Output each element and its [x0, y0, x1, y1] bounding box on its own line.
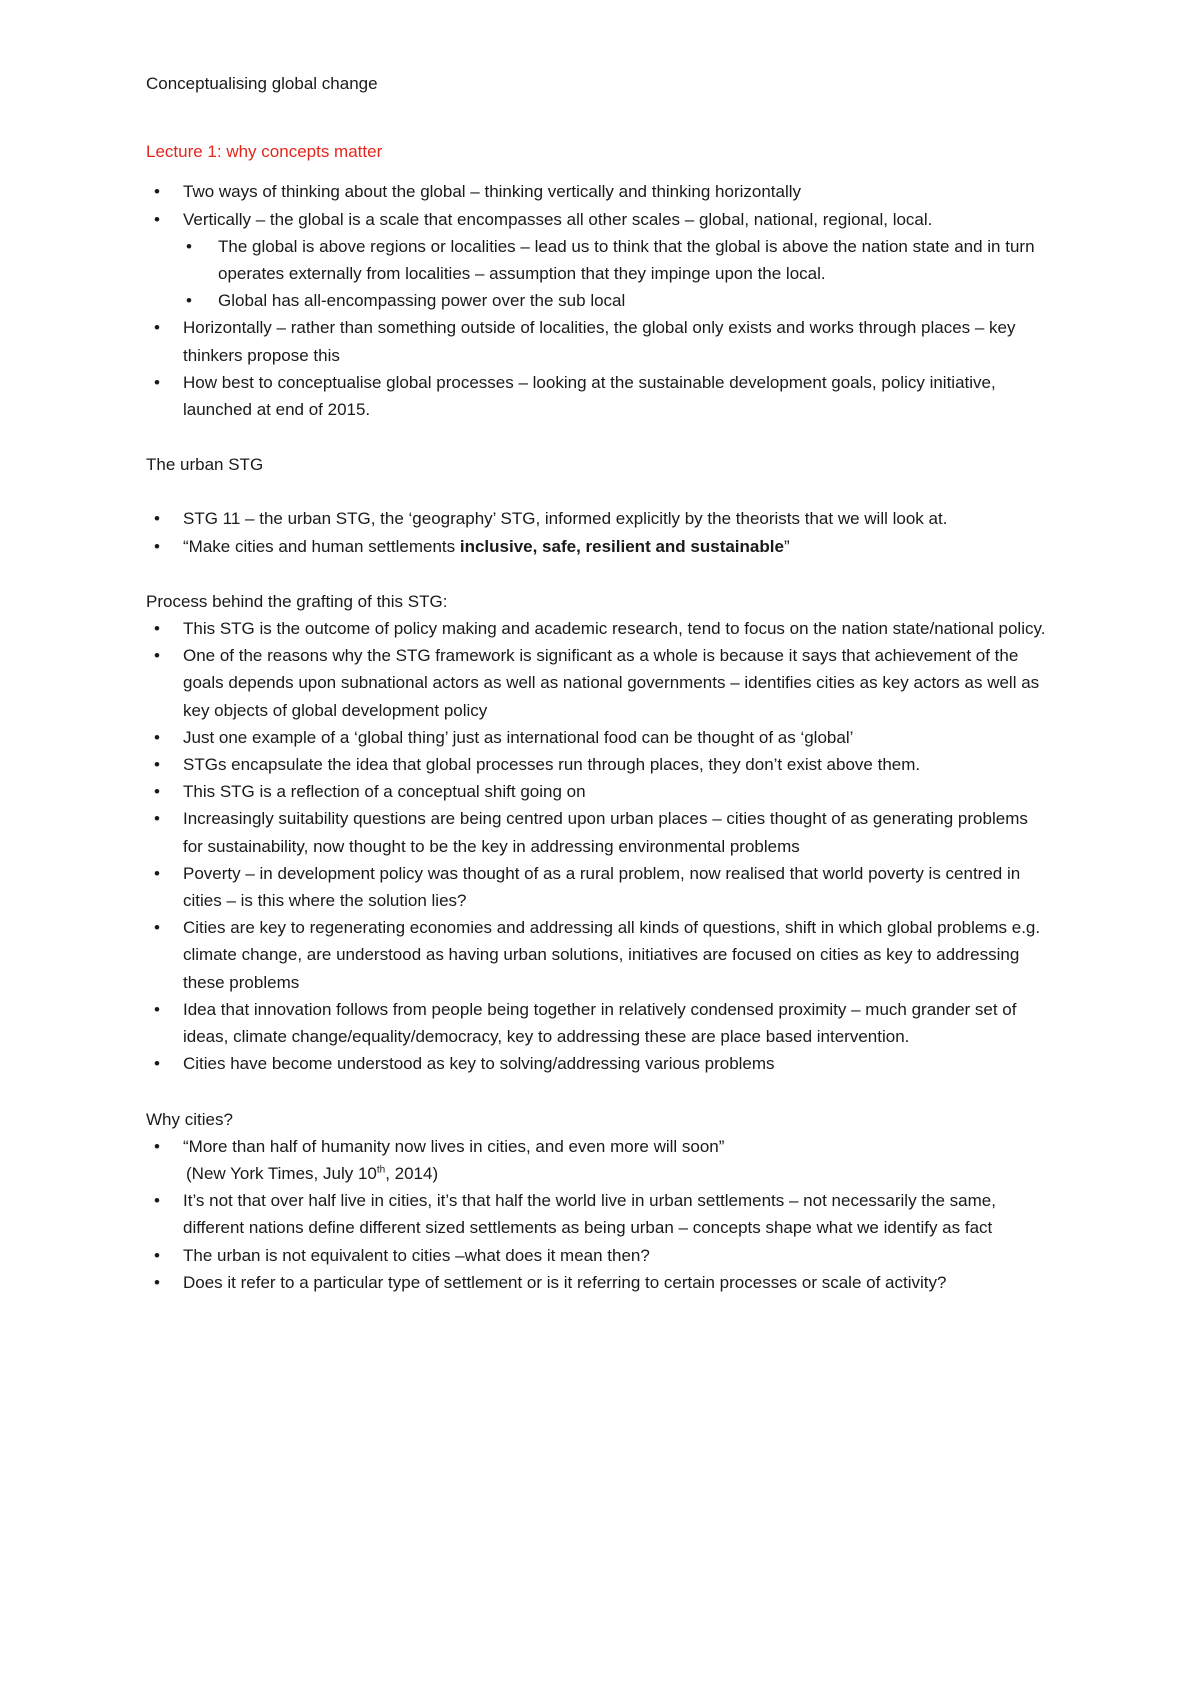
list-item: • Increasingly suitability questions are being centred upon urban places – cities thought of as generating problems for sustainability, now thought to be the key in addressing environmental problems [146, 805, 1050, 859]
list-item: • Horizontally – rather than something outside of localities, the global only exists and works through places – key thinkers propose this [146, 314, 1050, 368]
list-item: • Just one example of a ‘global thing’ just as international food can be thought of as ‘global’ [146, 724, 1050, 751]
list-item: • Cities are key to regenerating economies and addressing all kinds of questions, shift in which global problems e.g. climate change, are understood as having urban solutions, initiatives are focused on cities as key to addressing these problems [146, 914, 1050, 996]
lecture-heading: Lecture 1: why concepts matter [146, 142, 383, 162]
section2-list [146, 505, 1050, 559]
list-item [146, 533, 1050, 560]
list-item: • One of the reasons why the STG framework is significant as a whole is because it says that achievement of the goals depends upon subnational actors as well as national governments – identifies cities as key actors as well as key objects of global development policy [146, 642, 1050, 724]
section4-list [146, 1133, 1050, 1296]
citation: (New York Times, July 10th, 2014) [186, 1163, 439, 1183]
section1-list-continued [146, 314, 1050, 423]
list-item: • Does it refer to a particular type of settlement or is it referring to certain processes or scale of activity? [146, 1269, 1050, 1296]
quote-text: “More than half of humanity now lives in cities, and even more will soon” [183, 1136, 725, 1156]
list-item: • How best to conceptualise global processes – looking at the sustainable development goals, policy initiative, launched at end of 2015. [146, 369, 1050, 423]
section1-sublist [146, 233, 1050, 315]
sub-list-item: • The global is above regions or localities – lead us to think that the global is above the nation state and in turn operates externally from localities – assumption that they impinge upon the local. [146, 233, 1050, 287]
section1-list [146, 178, 1050, 232]
list-item [146, 1133, 1050, 1187]
list-item: • STG 11 – the urban STG, the ‘geography’ STG, informed explicitly by the theorists that we will look at. [146, 505, 1050, 532]
list-item: • Poverty – in development policy was thought of as a rural problem, now realised that world poverty is centred in cities – is this where the solution lies? [146, 860, 1050, 914]
list-item: • The urban is not equivalent to cities –what does it mean then? [146, 1242, 1050, 1269]
quote-prefix: “Make cities and human settlements [183, 536, 460, 556]
sub-list-item: • Global has all-encompassing power over the sub local [146, 287, 1050, 314]
section-heading-why-cities: Why cities? [146, 1109, 233, 1129]
list-item: • Two ways of thinking about the global – thinking vertically and thinking horizontally [146, 178, 1050, 205]
list-item: • Cities have become understood as key to solving/addressing various problems [146, 1050, 1050, 1077]
section3-list [146, 615, 1050, 1077]
section-heading-urban-stg: The urban STG [146, 455, 264, 475]
document-title: Conceptualising global change [146, 74, 378, 93]
quote-suffix: ” [783, 536, 790, 556]
list-item: • This STG is a reflection of a conceptual shift going on [146, 778, 1050, 805]
list-item: • This STG is the outcome of policy making and academic research, tend to focus on the nation state/national policy. [146, 615, 1050, 642]
list-item: • Idea that innovation follows from people being together in relatively condensed proximity – much grander set of ideas, climate change/equality/democracy, key to addressing these are place based intervention. [146, 996, 1050, 1050]
section-heading-process: Process behind the grafting of this STG: [146, 591, 448, 611]
quote-bold: inclusive, safe, resilient and sustainable [459, 536, 784, 556]
list-item: • STGs encapsulate the idea that global processes run through places, they don’t exist above them. [146, 751, 1050, 778]
list-item: • Vertically – the global is a scale that encompasses all other scales – global, national, regional, local. [146, 206, 1050, 233]
list-item: • It’s not that over half live in cities, it’s that half the world live in urban settlements – not necessarily the same, different nations define different sized settlements as being urban – concepts shape what we identify as fact [146, 1187, 1050, 1241]
